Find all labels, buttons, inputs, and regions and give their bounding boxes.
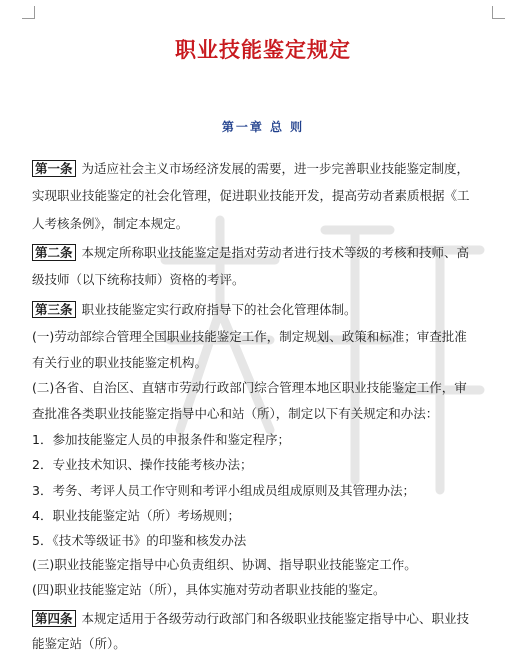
chapter-heading: 第一章 总 则	[221, 120, 305, 134]
clause-3: (三)职业技能鉴定指导中心负责组织、协调、指导职业技能鉴定工作。	[32, 557, 417, 572]
article-1-tag: 第一条	[32, 160, 76, 177]
sub-item-1: 1．参加技能鉴定人员的申报条件和鉴定程序；	[32, 432, 290, 447]
article-3-text-1: 职业技能鉴定实行政府指导下的社会化管理体制。	[81, 302, 357, 317]
article-1-text-1: 为适应社会主义市场经济发展的需要，进一步完善职业技能鉴定制度，	[81, 161, 470, 176]
sub-item-5: 5．《技术等级证书》的印鉴和核发办法	[32, 533, 247, 548]
article-2-text-1: 本规定所称职业技能鉴定是指对劳动者进行技术等级的考核和技师、高	[81, 245, 470, 260]
clause-1-line-1: (一)劳动部综合管理全国职业技能鉴定工作，制定规划、政策和标准；审查批准	[32, 329, 467, 344]
article-3-tag: 第三条	[32, 301, 76, 318]
article-4-tag: 第四条	[32, 610, 76, 627]
article-4-line-1	[32, 610, 469, 627]
sub-item-3: 3．考务、考评人员工作守则和考评小组成员组成原则及其管理办法；	[32, 483, 415, 498]
article-2-line-2: 级技师（以下统称技师）资格的考评。	[32, 272, 245, 287]
article-2-tag: 第二条	[32, 244, 76, 261]
sub-item-2: 2．专业技术知识、操作技能考核办法；	[32, 457, 253, 472]
clause-1-line-2: 有关行业的职业技能鉴定机构。	[32, 355, 208, 370]
article-1-line-1	[32, 160, 469, 177]
clause-4: (四)职业技能鉴定站（所），具体实施对劳动者职业技能的鉴定。	[32, 582, 386, 597]
clause-2-line-1: (二)各省、自治区、直辖市劳动行政部门综合管理本地区职业技能鉴定工作，审	[32, 380, 467, 395]
article-4-line-2: 能鉴定站（所）。	[32, 636, 126, 651]
article-3-line-1	[32, 301, 357, 318]
clause-2-line-2: 查批准各类职业技能鉴定指导中心和站（所），制定以下有关规定和办法：	[32, 406, 439, 421]
document-title: 职业技能鉴定规定	[175, 37, 351, 62]
article-1-line-2: 实现职业技能鉴定的社会化管理，促进职业技能开发，提高劳动者素质根据《工	[32, 188, 470, 203]
article-1-line-3: 人考核条例》，制定本规定。	[32, 216, 189, 231]
sub-item-4: 4．职业技能鉴定站（所）考场规则；	[32, 508, 240, 523]
article-2-line-1	[32, 244, 469, 261]
article-4-text-1: 本规定适用于各级劳动行政部门和各级职业技能鉴定指导中心、职业技	[81, 611, 470, 626]
